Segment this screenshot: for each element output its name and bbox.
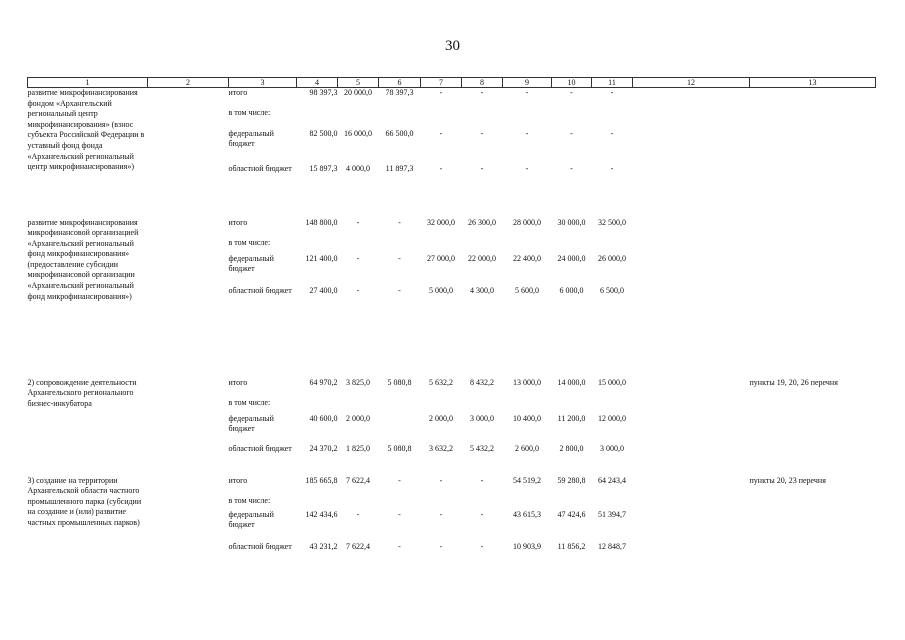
column-header: 9: [503, 78, 552, 88]
empty-cell: [633, 444, 750, 468]
table-row: [28, 378, 876, 398]
funding-source: федеральный бюджет: [228, 413, 274, 434]
amount-cell: 13 000,0: [513, 377, 541, 387]
amount-cell: 3 000,0: [470, 413, 494, 423]
funding-source: областной бюджет: [228, 443, 292, 453]
amount-cell: -: [356, 509, 360, 519]
amount-cell: 4 000,0: [346, 163, 370, 173]
amount-cell: -: [480, 509, 484, 519]
amount-cell: 12 000,0: [598, 413, 626, 423]
amount-cell: 40 600,0: [309, 413, 338, 423]
amount-cell: [503, 108, 552, 129]
amount-cell: [421, 496, 462, 510]
amount-cell: 7 622,4: [346, 475, 370, 485]
amount-cell: 5 600,0: [515, 285, 539, 295]
empty-cell: [633, 378, 750, 398]
executor-cell: [148, 88, 229, 210]
amount-cell: 1 825,0: [346, 443, 370, 453]
amount-cell: [338, 238, 379, 254]
amount-cell: 3 000,0: [600, 443, 624, 453]
column-header: 7: [421, 78, 462, 88]
item-description: развитие микрофинансирования фондом «Архангельский региональный центр микрофинансирования» (взнос субъекта Российской Федерации в уставный фонд фонда «Архангельский региональный центр микрофинансирования»): [27, 88, 145, 172]
amount-cell: 2 000,0: [346, 413, 370, 423]
executor-cell: [148, 218, 229, 370]
amount-cell: 11 200,0: [557, 413, 586, 423]
amount-cell: 148 800,0: [305, 217, 338, 227]
empty-cell: [633, 542, 750, 562]
amount-cell: 7 622,4: [346, 541, 370, 551]
amount-cell: 4 300,0: [470, 285, 494, 295]
column-header: 11: [592, 78, 633, 88]
amount-cell: [338, 398, 379, 414]
empty-cell: [633, 164, 750, 210]
amount-cell: -: [356, 285, 360, 295]
amount-cell: 32 500,0: [598, 217, 626, 227]
item-description: 3) создание на территории Архангельской области частного промышленного парка (субсидии на создание и (или) развитие частных промышленных парков): [27, 475, 142, 527]
table-row: [28, 88, 876, 108]
column-header: 12: [633, 78, 750, 88]
amount-cell: 8 432,2: [470, 377, 494, 387]
column-header: 8: [462, 78, 503, 88]
reference-note: пункты 20, 23 перечня: [749, 475, 826, 485]
column-header: 6: [379, 78, 421, 88]
budget-table: [27, 77, 876, 562]
amount-cell: 11 897,3: [385, 163, 414, 173]
amount-cell: -: [525, 128, 529, 138]
empty-cell: [633, 398, 750, 414]
amount-cell: 3 632,2: [429, 443, 453, 453]
amount-cell: [552, 108, 592, 129]
amount-cell: 5 632,2: [429, 377, 453, 387]
amount-cell: 78 397,3: [385, 88, 414, 97]
amount-cell: [592, 238, 633, 254]
amount-cell: -: [610, 88, 614, 97]
amount-cell: 98 397,3: [309, 88, 338, 97]
amount-cell: 54 519,2: [513, 475, 541, 485]
item-description: 2) сопровождение деятельности Архангельского регионального бизнес-инкубатора: [27, 377, 137, 408]
amount-cell: 185 665,8: [305, 475, 338, 485]
amount-cell: -: [356, 217, 360, 227]
amount-cell: 82 500,0: [309, 128, 338, 138]
empty-cell: [633, 238, 750, 254]
column-header: 3: [229, 78, 297, 88]
empty-cell: [633, 88, 750, 108]
amount-cell: [338, 496, 379, 510]
amount-cell: [297, 108, 338, 129]
amount-cell: -: [480, 541, 484, 551]
amount-cell: -: [480, 88, 484, 97]
amount-cell: 66 500,0: [385, 128, 414, 138]
amount-cell: [379, 496, 421, 510]
amount-cell: -: [525, 88, 529, 97]
amount-cell: -: [439, 128, 443, 138]
amount-cell: 22 000,0: [468, 253, 496, 263]
funding-source: в том числе:: [228, 107, 271, 117]
amount-cell: [421, 398, 462, 414]
amount-cell: -: [480, 128, 484, 138]
amount-cell: 28 000,0: [513, 217, 541, 227]
amount-cell: -: [398, 475, 401, 485]
amount-cell: 2 000,0: [429, 413, 453, 423]
amount-cell: 30 000,0: [557, 217, 586, 227]
funding-source: областной бюджет: [228, 541, 292, 551]
group-spacer: [28, 468, 876, 476]
spacer-cell: [28, 210, 876, 218]
amount-cell: 11 856,2: [557, 541, 586, 551]
empty-cell: [633, 496, 750, 510]
amount-cell: [421, 238, 462, 254]
amount-cell: 27 000,0: [427, 253, 455, 263]
amount-cell: 64 970,2: [309, 377, 338, 387]
amount-cell: [552, 238, 592, 254]
amount-cell: 3 825,0: [346, 377, 370, 387]
empty-cell: [633, 286, 750, 370]
amount-cell: 22 400,0: [513, 253, 541, 263]
reference-note: [750, 218, 876, 370]
funding-source: федеральный бюджет: [228, 509, 274, 530]
page-number: 30: [445, 38, 460, 54]
executor-cell: [148, 378, 229, 468]
amount-cell: -: [356, 253, 360, 263]
empty-cell: [633, 218, 750, 238]
empty-cell: [633, 129, 750, 164]
amount-cell: 20 000,0: [344, 88, 372, 97]
amount-cell: -: [480, 163, 484, 173]
amount-cell: [503, 238, 552, 254]
executor-cell: [148, 476, 229, 562]
group-spacer: [28, 370, 876, 378]
amount-cell: -: [439, 163, 443, 173]
empty-cell: [633, 108, 750, 129]
amount-cell: [379, 108, 421, 129]
amount-cell: -: [525, 163, 529, 173]
amount-cell: -: [570, 163, 573, 173]
empty-cell: [633, 476, 750, 496]
spacer-cell: [28, 468, 876, 476]
amount-cell: [462, 496, 503, 510]
amount-cell: 16 000,0: [344, 128, 372, 138]
funding-source: федеральный бюджет: [228, 128, 274, 149]
reference-note: пункты 19, 20, 26 перечня: [749, 377, 838, 387]
amount-cell: 43 615,3: [513, 509, 541, 519]
amount-cell: [379, 414, 421, 444]
reference-note: [750, 88, 876, 210]
column-header: 10: [552, 78, 592, 88]
amount-cell: 43 231,2: [309, 541, 338, 551]
funding-source: в том числе:: [228, 237, 271, 247]
amount-cell: 5 000,0: [429, 285, 453, 295]
funding-source: итого: [228, 377, 248, 387]
column-header: 4: [297, 78, 338, 88]
amount-cell: 24 370,2: [309, 443, 338, 453]
amount-cell: [379, 238, 421, 254]
column-header: 13: [750, 78, 876, 88]
table-row: [28, 476, 876, 496]
amount-cell: 5 080,8: [387, 443, 412, 453]
funding-source: областной бюджет: [228, 163, 292, 173]
amount-cell: 15 000,0: [598, 377, 626, 387]
amount-cell: 24 000,0: [557, 253, 586, 263]
amount-cell: -: [398, 285, 401, 295]
amount-cell: 5 080,8: [387, 377, 412, 387]
amount-cell: -: [610, 163, 614, 173]
amount-cell: -: [398, 541, 401, 551]
amount-cell: -: [480, 475, 484, 485]
amount-cell: [462, 108, 503, 129]
amount-cell: [552, 398, 592, 414]
amount-cell: -: [570, 128, 573, 138]
amount-cell: 2 800,0: [559, 443, 584, 453]
column-header: 5: [338, 78, 379, 88]
funding-source: итого: [228, 217, 248, 227]
amount-cell: [297, 398, 338, 414]
amount-cell: [462, 398, 503, 414]
amount-cell: 142 434,6: [305, 509, 338, 519]
funding-source: итого: [228, 88, 248, 97]
funding-source: итого: [228, 475, 248, 485]
amount-cell: [552, 496, 592, 510]
funding-source: в том числе:: [228, 397, 271, 407]
amount-cell: [297, 496, 338, 510]
amount-cell: -: [398, 253, 401, 263]
empty-cell: [633, 414, 750, 444]
amount-cell: [462, 238, 503, 254]
funding-source: областной бюджет: [228, 285, 292, 295]
amount-cell: [592, 496, 633, 510]
amount-cell: -: [439, 541, 443, 551]
amount-cell: -: [398, 217, 401, 227]
amount-cell: 47 424,6: [557, 509, 586, 519]
amount-cell: [592, 398, 633, 414]
amount-cell: 51 394,7: [598, 509, 626, 519]
amount-cell: 10 903,9: [513, 541, 541, 551]
amount-cell: [338, 108, 379, 129]
empty-cell: [633, 254, 750, 286]
amount-cell: 5 432,2: [470, 443, 494, 453]
column-header: 2: [148, 78, 229, 88]
funding-source: в том числе:: [228, 495, 271, 505]
column-number-row: [28, 78, 876, 88]
amount-cell: 32 000,0: [427, 217, 455, 227]
amount-cell: 26 000,0: [598, 253, 626, 263]
amount-cell: 15 897,3: [309, 163, 338, 173]
amount-cell: 6 000,0: [559, 285, 584, 295]
amount-cell: 59 280,8: [557, 475, 586, 485]
amount-cell: 121 400,0: [305, 253, 338, 263]
amount-cell: [503, 496, 552, 510]
amount-cell: 12 848,7: [598, 541, 626, 551]
amount-cell: 27 400,0: [309, 285, 338, 295]
amount-cell: 10 400,0: [513, 413, 541, 423]
empty-cell: [633, 510, 750, 542]
amount-cell: [503, 398, 552, 414]
amount-cell: [421, 108, 462, 129]
amount-cell: [592, 108, 633, 129]
amount-cell: [297, 238, 338, 254]
table-body: [28, 88, 876, 562]
amount-cell: -: [439, 509, 443, 519]
spacer-cell: [28, 370, 876, 378]
amount-cell: 64 243,4: [598, 475, 626, 485]
amount-cell: -: [610, 128, 614, 138]
amount-cell: 2 600,0: [515, 443, 539, 453]
column-header: 1: [28, 78, 148, 88]
amount-cell: -: [439, 88, 443, 97]
amount-cell: -: [570, 88, 573, 97]
item-description: развитие микрофинансирования микрофинансовой организацией «Архангельский региональный фонд микрофинансирования» (предоставление субсидии микрофинансовой организации «Архангельский региональный фонд микрофинансирования»): [27, 217, 139, 301]
amount-cell: -: [398, 509, 401, 519]
amount-cell: 14 000,0: [557, 377, 586, 387]
group-spacer: [28, 210, 876, 218]
funding-source: федеральный бюджет: [228, 253, 274, 274]
amount-cell: -: [439, 475, 443, 485]
amount-cell: [379, 398, 421, 414]
amount-cell: 26 300,0: [468, 217, 496, 227]
amount-cell: 6 500,0: [600, 285, 624, 295]
table-row: [28, 218, 876, 238]
